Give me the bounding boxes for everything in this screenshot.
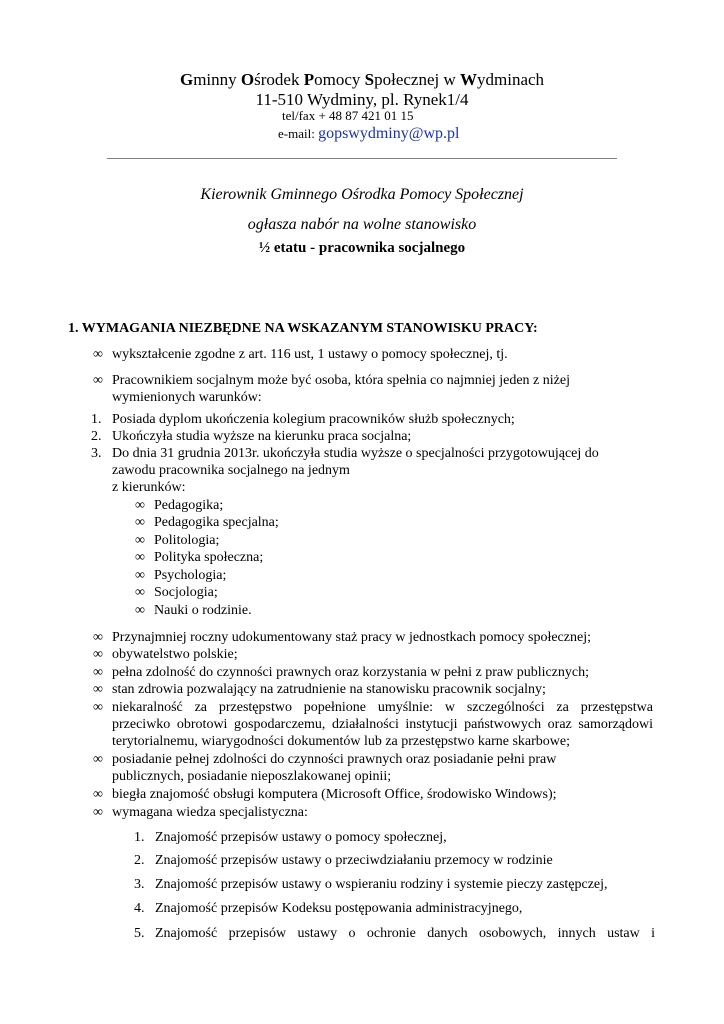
infinity-bullet-icon: ∞ (93, 805, 103, 820)
infinity-bullet-icon: ∞ (135, 550, 145, 565)
infinity-bullet-icon: ∞ (93, 787, 103, 802)
infinity-bullet-icon: ∞ (93, 630, 103, 645)
infinity-bullet-icon: ∞ (135, 585, 145, 600)
infinity-bullet-icon: ∞ (93, 700, 103, 715)
infinity-bullet-icon: ∞ (93, 682, 103, 697)
infinity-bullet-icon: ∞ (135, 603, 145, 618)
org-name: Gminny Ośrodek Pomocy Społecznej w Wydminach (179, 70, 545, 89)
email-link[interactable]: gopswydminy@wp.pl (318, 125, 460, 142)
org-email-line (278, 124, 459, 144)
email-label: e-mail: (278, 126, 319, 141)
infinity-bullet-icon: ∞ (135, 533, 145, 548)
announcement-line-2: ogłasza nabór na wolne stanowisko (247, 216, 477, 233)
infinity-bullet-icon: ∞ (93, 347, 103, 362)
org-address: 11-510 Wydminy, pl. Rynek1/4 (255, 90, 469, 109)
infinity-bullet-icon: ∞ (93, 752, 103, 767)
infinity-bullet-icon: ∞ (93, 647, 103, 662)
announcement-line-1: Kierownik Gminnego Ośrodka Pomocy Społecznej (200, 186, 524, 203)
header-divider (107, 158, 617, 159)
infinity-bullet-icon: ∞ (93, 373, 103, 388)
infinity-bullet-icon: ∞ (93, 665, 103, 680)
infinity-bullet-icon: ∞ (135, 498, 145, 513)
section-heading: 1. WYMAGANIA NIEZBĘDNE NA WSKAZANYM STANOWISKU PRACY: (68, 321, 538, 336)
infinity-bullet-icon: ∞ (135, 515, 145, 530)
document-page: Gminny Ośrodek Pomocy Społecznej w Wydminach 11-510 Wydminy, pl. Rynek1/4 tel/fax + 48 87 421 01 15 e-mail: gopswydminy@wp.pl Kierownik Gminnego Ośrodka Pomocy Społecznej ogłasza nabór na wolne stanowisko ½ etatu - pracownika socjalnego 1. WYMAGANIA NIEZBĘDNE NA WSKAZANYM STANOWISKU PRACY: ∞ wykształcenie zgodne z art. 116 ust, 1 ustawy o pomocy społecznej, tj. ∞ Pracownikiem socjalnym może być osoba, która spełnia co najmniej jeden z niżej wymienionych warunków: 1. Posiada dyplom ukończenia kolegium pracowników służb społecznych; 2. Ukończyła studia wyższe na kierunku praca socjalna; 3. Do dnia 31 grudnia 2013r. ukończyła studia wyższe o specjalności przygotowującej do zawodu pracownika socjalnego na jednym z kierunków: ∞ Pedagogika; ∞ Pedagogika specjalna; ∞ Politologia; ∞ Polityka społeczna; ∞ Psychologia; ∞ Socjologia; ∞ Nauki o rodzinie. ∞ Przynajmniej roczny udokumentowany staż pracy w jednostkach pomocy społecznej; ∞ obywatelstwo polskie; ∞ pełna zdolność do czynności prawnych oraz korzystania w pełni z praw publicznych; ∞ stan zdrowia pozwalający na zatrudnienie na stanowisku pracownik socjalny; ∞ niekaralność za przestępstwo popełnione umyślnie: w szczególności za przestępstwa przeciwko obrotowi gospodarczemu, działalności instytucji państwowych oraz samorządowi terytorialnemu, wiarygodności dokumentów lub za przestępstwo karne skarbowe; ∞ posiadanie pełnej zdolności do czynności prawnych oraz posiadanie pełni praw publicznych, posiadanie nieposzlakowanej opinii; ∞ biegła znajomość obsługi komputera (Microsoft Office, środowisko Windows); ∞ wymagana wiedza specjalistyczna: 1. Znajomość przepisów ustawy o pomocy społecznej, 2. Znajomość przepisów ustawy o przeciwdziałaniu przemocy w rodzinie 3. Znajomość przepisów ustawy o wspieraniu rodziny i systemie pieczy zastępczej, 4. Znajomość przepisów Kodeksu postępowania administracyjnego, 5. Znajomość przepisów ustawy o ochronie danych osobowych, innych ustaw i (0, 0, 724, 1024)
announcement-position: ½ etatu - pracownika socjalnego (258, 240, 466, 256)
org-telfax: tel/fax + 48 87 421 01 15 (282, 108, 414, 123)
infinity-bullet-icon: ∞ (135, 568, 145, 583)
